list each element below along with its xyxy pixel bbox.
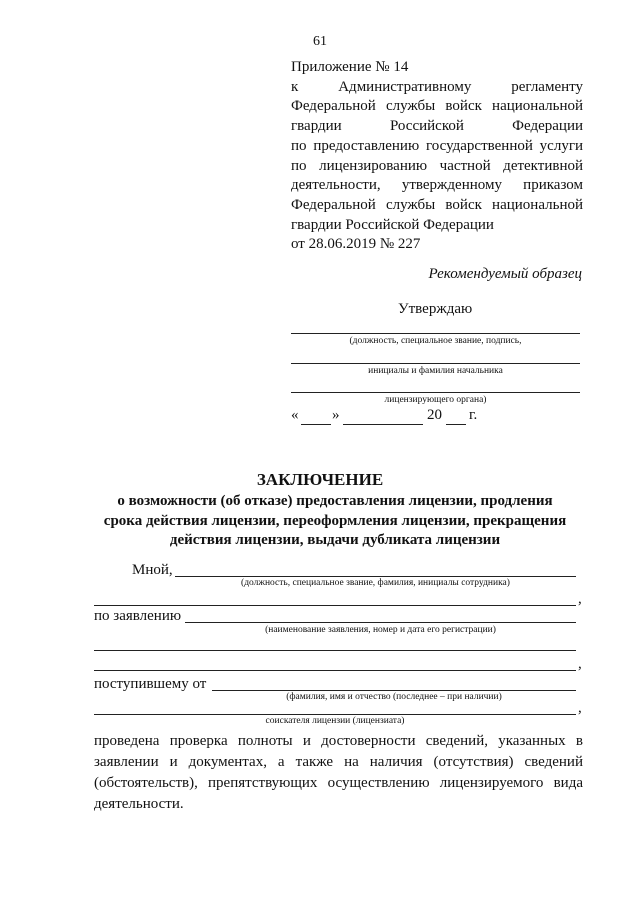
- received-from-label: поступившему от: [94, 676, 207, 692]
- appendix-line: Приложение № 14: [291, 59, 409, 75]
- comma: ,: [578, 591, 582, 607]
- approver-caption-1: (должность, специальное звание, подпись,: [349, 336, 522, 346]
- applicant-field[interactable]: [94, 714, 576, 715]
- appendix-order-date: от 28.06.2019 № 227: [291, 236, 421, 253]
- application-caption: (наименование заявления, номер и дата его регистрации): [265, 625, 496, 635]
- subtitle-line: действия лицензии, выдачи дубликата лицензии: [169, 532, 501, 548]
- appendix-line: деятельности, утвержденному приказом: [291, 177, 583, 194]
- appendix-line: гвардии Российской Федерации: [291, 118, 583, 135]
- date-year-suffix: г.: [469, 407, 478, 423]
- appendix-line: гвардии Российской Федерации: [291, 216, 494, 233]
- application-field[interactable]: [185, 622, 576, 623]
- date-close-quote: »: [332, 407, 340, 423]
- by-me-label: Мной,: [132, 562, 173, 578]
- application-field-continuation-2[interactable]: [94, 670, 576, 671]
- approver-signature-line[interactable]: [291, 333, 580, 334]
- appendix-line: к Административному регламенту: [291, 78, 583, 95]
- document-title: ЗАКЛЮЧЕНИЕ: [256, 470, 384, 489]
- date-open-quote: «: [291, 407, 299, 423]
- recommended-sample-label: Рекомендуемый образец: [428, 266, 582, 282]
- date-month-field[interactable]: [343, 424, 423, 425]
- approver-name-line[interactable]: [291, 363, 580, 364]
- page-number: 61: [313, 34, 327, 49]
- approval-title: Утверждаю: [398, 301, 473, 317]
- comma: ,: [578, 700, 582, 716]
- body-line: проведена проверка полноты и достоверности сведений, указанных в: [94, 733, 583, 749]
- body-paragraph: [94, 731, 583, 815]
- approver-caption-3: лицензирующего органа): [384, 395, 487, 405]
- document-subtitle: [90, 492, 580, 551]
- application-field-continuation-1[interactable]: [94, 650, 576, 651]
- body-line: (обстоятельств), препятствующих осуществлению лицензируемого вида: [94, 775, 583, 791]
- received-from-field[interactable]: [212, 690, 576, 691]
- application-label: по заявлению: [94, 608, 182, 624]
- appendix-line: Федеральной службы войск национальной: [291, 196, 583, 213]
- appendix-line: по лицензированию частной детективной: [291, 157, 583, 174]
- appendix-block: [291, 58, 583, 255]
- approver-caption-2: инициалы и фамилия начальника: [368, 366, 503, 376]
- received-from-caption: (фамилия, имя и отчество (последнее – при наличии): [286, 692, 502, 702]
- date-day-field[interactable]: [301, 424, 331, 425]
- comma: ,: [578, 656, 582, 672]
- date-year-prefix: 20: [427, 407, 442, 423]
- body-line: заявлении и документах, а также на наличия (отсутствия) сведений: [94, 754, 583, 770]
- date-year-field[interactable]: [446, 424, 466, 425]
- employee-caption: (должность, специальное звание, фамилия, инициалы сотрудника): [241, 578, 510, 588]
- subtitle-line: срока действия лицензии, переоформления лицензии, прекращения: [103, 512, 567, 529]
- licensing-authority-line[interactable]: [291, 392, 580, 393]
- body-line: деятельности.: [94, 796, 184, 812]
- applicant-caption: соискателя лицензии (лицензиата): [265, 716, 405, 726]
- employee-field[interactable]: [175, 576, 576, 577]
- appendix-line: Федеральной службы войск национальной: [291, 98, 583, 115]
- subtitle-line: о возможности (об отказе) предоставления лицензии, продления: [117, 493, 553, 509]
- appendix-line: по предоставлению государственной услуги: [291, 137, 583, 154]
- employee-field-continuation[interactable]: [94, 605, 576, 606]
